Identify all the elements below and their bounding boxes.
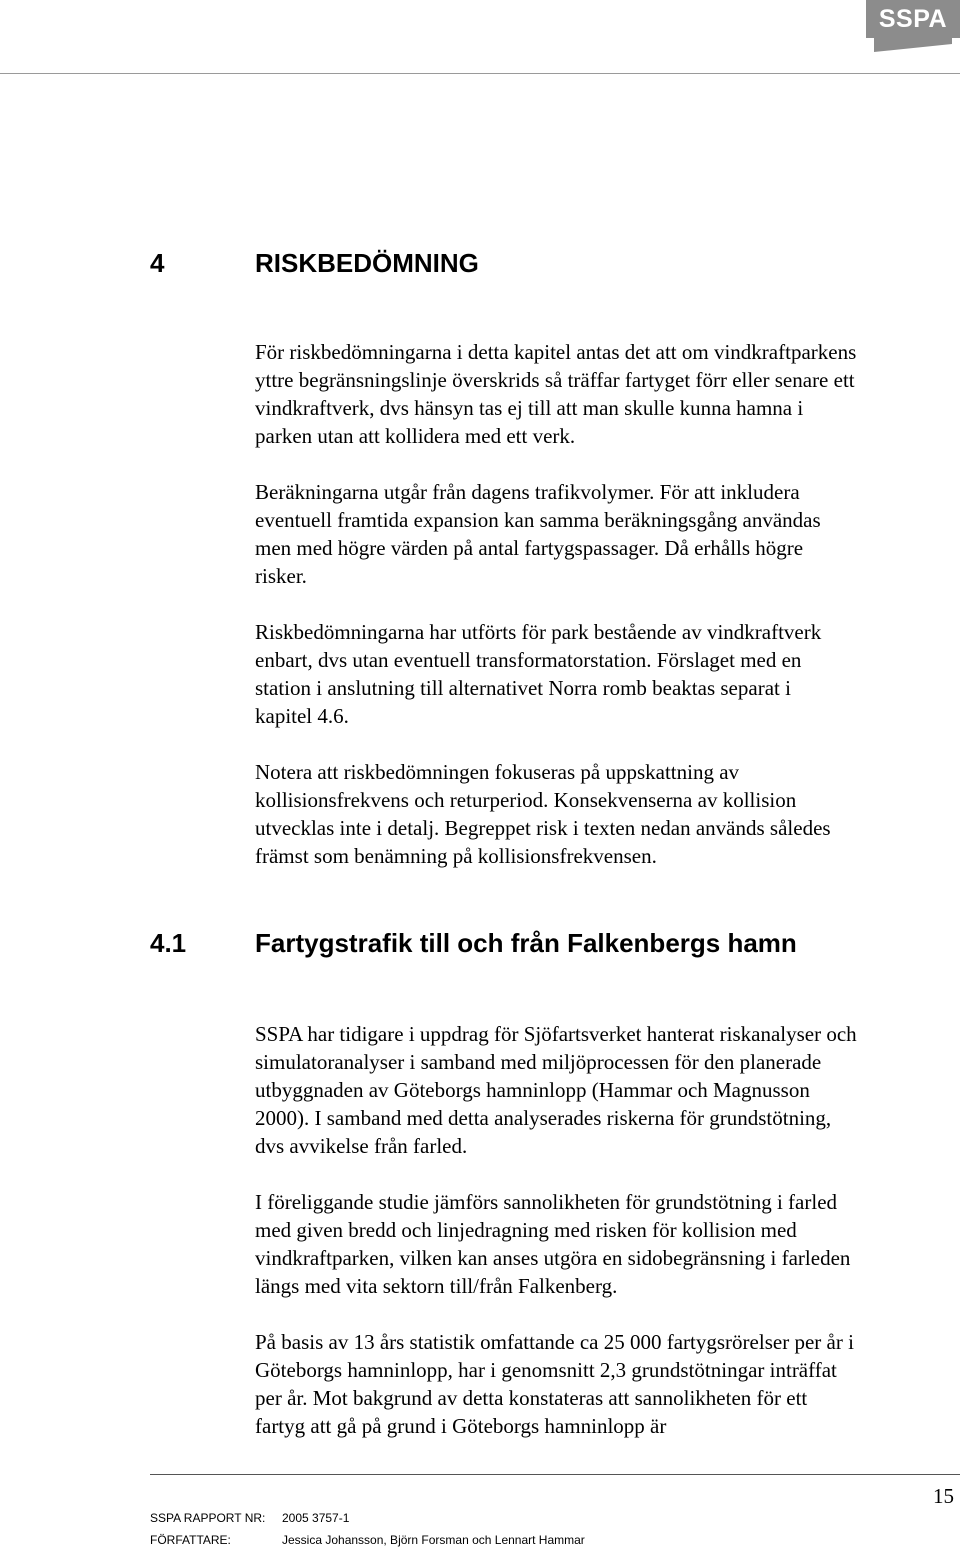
section-paragraph-1: SSPA har tidigare i uppdrag för Sjöfartsverket hanterat riskanalyser och simulatoranalyser i samband med miljöprocessen för den planerade utbyggnaden av Göteborgs hamninlopp (Hammar och Magnusson 2000). I samband med detta analyserades riskerna för grundstötning, dvs avvikelse från farled. xyxy=(255,1022,857,1158)
intro-paragraph-3: Riskbedömningarna har utförts för park bestående av vindkraftverk enbart, dvs utan eventuell transformatorstation. Förslaget med en station i anslutning till alternativet Norra romb beaktas separat i kapitel 4.6. xyxy=(255,620,822,728)
footer-rule xyxy=(150,1474,960,1475)
report-number-label: SSPA RAPPORT NR: xyxy=(150,1511,266,1525)
section-number: 4.1 xyxy=(150,928,187,958)
sspa-logo xyxy=(866,0,960,56)
intro-paragraph-1: För riskbedömningarna i detta kapitel antas det att om vindkraftparkens yttre begränsningslinje överskrids så träffar fartyget förr eller senare ett vindkraftverk, dvs hänsyn tas ej till att man skulle kunna hamna i parken utan att kollidera med ett verk. xyxy=(255,340,857,448)
section-paragraph-3: På basis av 13 års statistik omfattande ca 25 000 fartygsrörelser per år i Göteborgs hamninlopp, har i genomsnitt 2,3 grundstötningar inträffat per år. Mot bakgrund av detta konstateras att sannolikheten för ett fartyg att gå på grund i Göteborgs hamninlopp är xyxy=(255,1330,854,1438)
chapter-number: 4 xyxy=(150,248,165,278)
chapter-title: RISKBEDÖMNING xyxy=(255,248,479,278)
logo-text: SSPA xyxy=(878,5,948,33)
author-value: Jessica Johansson, Björn Forsman och Lennart Hammar xyxy=(282,1533,585,1547)
section-title: Fartygstrafik till och från Falkenbergs hamn xyxy=(255,928,797,958)
report-number-value: 2005 3757-1 xyxy=(282,1511,350,1525)
section-paragraph-2: I föreliggande studie jämförs sannolikheten för grundstötning i farled med given bredd och linjedragning med risken för kollision med vindkraftparken, vilken kan anses utgöra en sidobegränsning i farleden längs med vita sektorn till/från Falkenberg. xyxy=(255,1190,851,1298)
header-rule xyxy=(0,73,960,74)
author-label: FÖRFATTARE: xyxy=(150,1533,231,1547)
intro-paragraph-4: Notera att riskbedömningen fokuseras på uppskattning av kollisionsfrekvens och returperiod. Konsekvenserna av kollision utvecklas inte i detalj. Begreppet risk i texten nedan används således främst som benämning på kollisionsfrekvensen. xyxy=(255,760,831,868)
page-number: 15 xyxy=(933,1484,954,1508)
intro-paragraph-2: Beräkningarna utgår från dagens trafikvolymer. För att inkludera eventuell framtida expansion kan samma beräkningsgång användas men med högre värden på antal fartygspassager. Då erhålls högre risker. xyxy=(255,480,821,588)
